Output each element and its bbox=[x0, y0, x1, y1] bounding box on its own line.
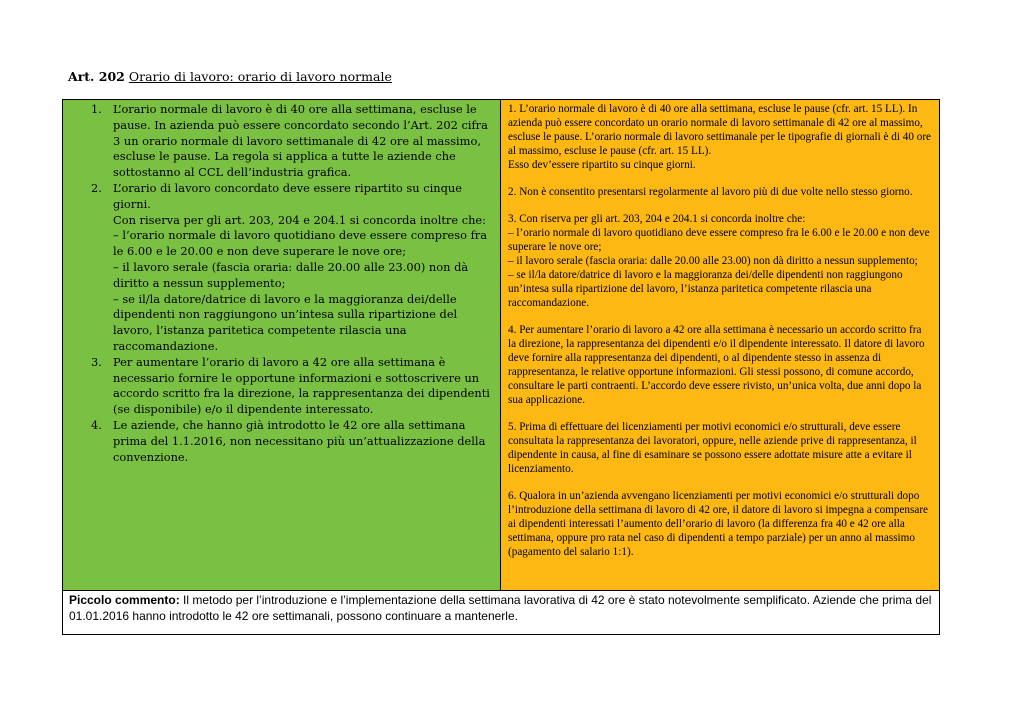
item-number: 3. bbox=[91, 354, 102, 369]
list-item bbox=[71, 418, 495, 465]
right-column bbox=[501, 100, 939, 590]
comment-text: Il metodo per l’introduzione e l’implementazione della settimana lavorativa di 42 ore è stato notevolmente semplificato. Aziende che prima del 01.01.2016 hanno introdotto le 42 ore settimanali, possono continuare a mantenerle. bbox=[69, 593, 932, 623]
comparison-table bbox=[62, 99, 940, 635]
article-subtitle: Orario di lavoro: orario di lavoro normale bbox=[128, 69, 392, 84]
list-item bbox=[71, 181, 495, 355]
comment-label: Piccolo commento: bbox=[69, 593, 180, 607]
paragraph: 4. Per aumentare l’orario di lavoro a 42 ore alla settimana è necessario un accordo scritto fra la direzione, la rappresentanza dei dipendenti e/o il dipendente interessato. Il datore di lavoro deve fornire alla rappresentanza dei dipendenti, o al dipendente stesso in assenza di rappresentanza, le relative opportune informazioni. Gli stessi possono, di comune accordo, consultare le parti contraenti. L’accordo deve essere rivisto, un’unica volta, due anni dopo la sua applicazione. bbox=[508, 324, 925, 406]
article-number: Art. 202 bbox=[68, 69, 125, 84]
item-number: 2. bbox=[91, 180, 102, 195]
right-text bbox=[508, 102, 932, 572]
paragraph: 1. L’orario normale di lavoro è di 40 ore alla settimana, escluse le pause (cfr. art. 15 LL). In azienda può essere concordato un orario normale di lavoro settimanale di 42 ore al massimo, escluse le pause. L’orario normale di lavoro settimanale per le tipografie di giornali è di 40 ore al massimo, escluse le pause (cfr. art. 15 LL). Esso dev’essere ripartito su cinque giorni. bbox=[508, 103, 932, 171]
list-item bbox=[71, 355, 495, 418]
item-text: L’orario di lavoro concordato deve essere ripartito su cinque giorni. Con riserva per gli art. 203, 204 e 204.1 si concorda inoltre che: – l’orario normale di lavoro quotidiano deve essere compreso fra le 6.00 e le 20.00 e non deve superare le nove ore; – il lavoro serale (fascia oraria: dalle 20.00 alle 23.00) non dà diritto a nessun supplemento; – se il/la datore/datrice di lavoro e la maggioranza dei/delle dipendenti non raggiungono un’intesa sulla ripartizione del lavoro, l’istanza paritetica competente rilascia una raccomandazione. bbox=[113, 180, 488, 353]
paragraph: 5. Prima di effettuare dei licenziamenti per motivi economici e/o strutturali, deve essere consultata la rappresentanza dei lavoratori, oppure, nelle aziende prive di rappresentanza, il dipendente in causa, al fine di esaminare se possono essere adottate misure atte a evitare il licenziamento. bbox=[508, 421, 917, 475]
left-list bbox=[71, 102, 495, 465]
article-title bbox=[68, 69, 392, 84]
item-text: Per aumentare l’orario di lavoro a 42 ore alla settimana è necessario fornire le opportune informazioni e sottoscrivere un accordo scritto fra la direzione, la rappresentanza dei dipendenti (se disponibile) e/o il dipendente interessato. bbox=[113, 354, 490, 417]
list-item bbox=[71, 102, 495, 181]
item-number: 4. bbox=[91, 417, 102, 432]
paragraph: 6. Qualora in un’azienda avvengano licenziamenti per motivi economici e/o strutturali dopo l’introduzione della settimana di lavoro di 42 ore, il datore di lavoro si impegna a compensare ai dipendenti interessati l’aumento dell’orario di lavoro (la differenza fra 40 e 42 ore alla settimana, oppure pro rata nel caso di dipendenti a tempo parziale) per un anno al massimo (pagamento del salario 1:1). bbox=[508, 490, 929, 558]
paragraph: 3. Con riserva per gli art. 203, 204 e 204.1 si concorda inoltre che: – l’orario normale di lavoro quotidiano deve essere compreso fra le 6.00 e le 20.00 e non deve superare le nove ore; – il lavoro serale (fascia oraria: dalle 20.00 alle 23.00) non dà diritto a nessun supplemento; – se il/la datore/datrice di lavoro e la maggioranza dei/delle dipendenti non raggiungono un’intesa sulla ripartizione del lavoro, l’istanza paritetica competente rilascia una raccomandazione. bbox=[508, 213, 930, 309]
left-column bbox=[63, 100, 501, 590]
item-text: L’orario normale di lavoro è di 40 ore alla settimana, escluse le pause. In azienda può essere concordato secondo l’Art. 202 cifra 3 un orario normale di lavoro settimanale di 42 ore al massimo, escluse le pause. La regola si applica a tutte le aziende che sottostanno al CCL dell’industria grafica. bbox=[113, 102, 488, 180]
paragraph: 2. Non è consentito presentarsi regolarmente al lavoro più di due volte nello stesso giorno. bbox=[508, 186, 913, 198]
item-text: Le aziende, che hanno già introdotto le 42 ore alla settimana prima del 1.1.2016, non necessitano più un’attualizzazione della convenzione. bbox=[113, 417, 486, 464]
item-number: 1. bbox=[91, 102, 102, 116]
comment-row bbox=[63, 590, 939, 634]
